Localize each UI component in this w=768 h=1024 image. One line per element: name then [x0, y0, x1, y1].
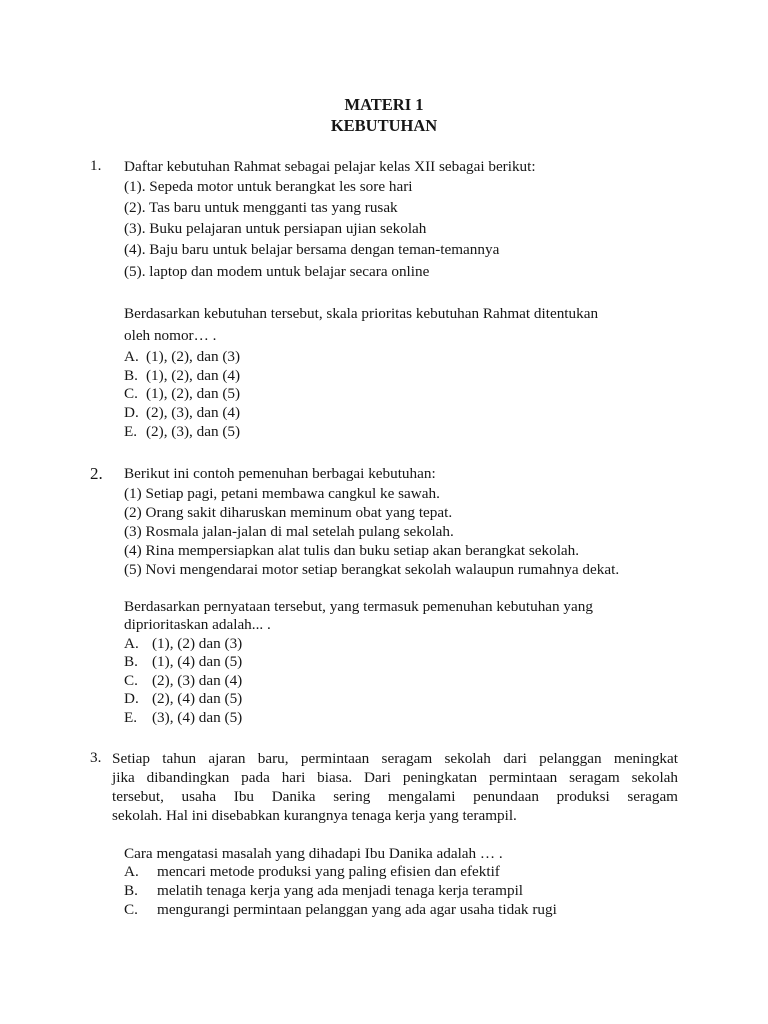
answer-option-c: C. (1), (2), dan (5): [124, 385, 241, 402]
question-text: Berdasarkan kebutuhan tersebut, skala prioritas kebutuhan Rahmat ditentukan: [124, 305, 599, 322]
paragraph-line: jika dibandingkan pada hari biasa. Dari peningkatan permintaan seragam sekolah: [112, 769, 678, 786]
answer-option-d: D. (2), (3), dan (4): [124, 404, 241, 421]
list-item: (1). Sepeda motor untuk berangkat les sore hari: [124, 178, 413, 195]
paragraph-line: Setiap tahun ajaran baru, permintaan seragam sekolah dari pelanggan meningkat: [112, 750, 678, 767]
list-item: (4) Rina mempersiapkan alat tulis dan buku setiap akan berangkat sekolah.: [124, 542, 580, 559]
question-text: Berdasarkan pernyataan tersebut, yang termasuk pemenuhan kebutuhan yang: [124, 598, 593, 615]
question-text: diprioritaskan adalah... .: [124, 616, 271, 633]
list-item: (2). Tas baru untuk mengganti tas yang rusak: [124, 199, 398, 216]
list-item: (3). Buku pelajaran untuk persiapan ujian sekolah: [124, 220, 427, 237]
list-item: (5). laptop dan modem untuk belajar secara online: [124, 263, 430, 280]
question-intro: Berikut ini contoh pemenuhan berbagai kebutuhan:: [124, 465, 436, 482]
question-number: 3.: [90, 749, 102, 766]
question-intro: Daftar kebutuhan Rahmat sebagai pelajar kelas XII sebagai berikut:: [124, 158, 536, 175]
question-text: oleh nomor… .: [124, 327, 217, 344]
answer-option-c: C. mengurangi permintaan pelanggan yang ada agar usaha tidak rugi: [124, 901, 557, 918]
answer-option-a: A. (1), (2) dan (3): [124, 635, 243, 652]
list-item: (1) Setiap pagi, petani membawa cangkul ke sawah.: [124, 485, 440, 502]
list-item: (4). Baju baru untuk belajar bersama dengan teman-temannya: [124, 241, 500, 258]
list-item: (2) Orang sakit diharuskan meminum obat yang tepat.: [124, 504, 453, 521]
answer-option-b: B. (1), (2), dan (4): [124, 367, 241, 384]
question-number: 1.: [90, 157, 102, 174]
answer-option-e: E. (3), (4) dan (5): [124, 709, 243, 726]
answer-option-e: E. (2), (3), dan (5): [124, 423, 241, 440]
list-item: (5) Novi mengendarai motor setiap berangkat sekolah walaupun rumahnya dekat.: [124, 561, 620, 578]
question-number: 2.: [90, 464, 103, 483]
answer-option-c: C. (2), (3) dan (4): [124, 672, 243, 689]
page-title-line2: KEBUTUHAN: [330, 116, 438, 135]
paragraph-line: tersebut, usaha Ibu Danika sering mengalami penundaan produksi seragam: [112, 788, 678, 805]
paragraph-line: sekolah. Hal ini disebabkan kurangnya tenaga kerja yang terampil.: [112, 807, 517, 824]
list-item: (3) Rosmala jalan-jalan di mal setelah pulang sekolah.: [124, 523, 454, 540]
answer-option-a: A. (1), (2), dan (3): [124, 348, 241, 365]
answer-option-d: D. (2), (4) dan (5): [124, 690, 243, 707]
answer-option-a: A. mencari metode produksi yang paling efisien dan efektif: [124, 863, 500, 880]
answer-option-b: B. melatih tenaga kerja yang ada menjadi tenaga kerja terampil: [124, 882, 524, 899]
answer-option-b: B. (1), (4) dan (5): [124, 653, 243, 670]
page-title-line1: MATERI 1: [344, 95, 424, 114]
question-text: Cara mengatasi masalah yang dihadapi Ibu Danika adalah … .: [124, 845, 503, 862]
